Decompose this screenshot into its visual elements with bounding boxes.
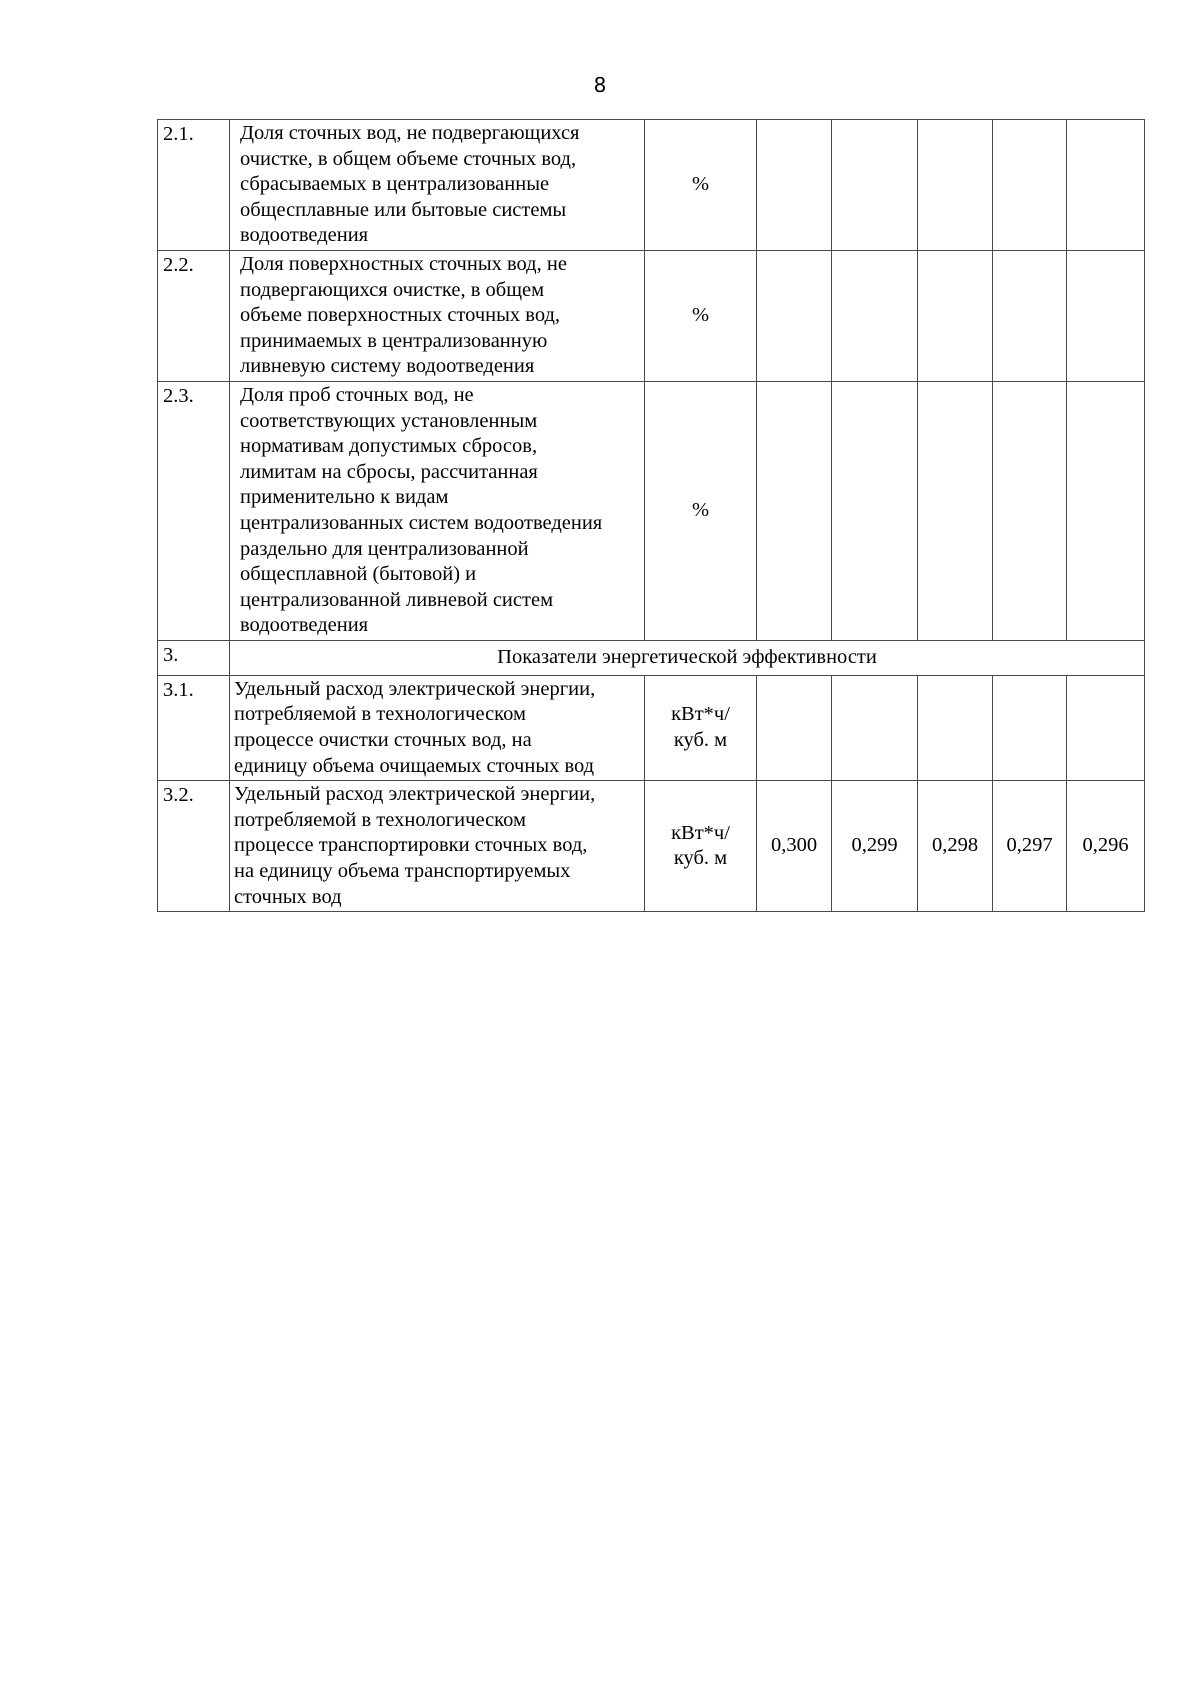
description-line: объеме поверхностных сточных вод, xyxy=(240,304,561,327)
value-cell xyxy=(757,675,832,780)
description-line: очистке, в общем объеме сточных вод, xyxy=(240,147,577,170)
page-number: 8 xyxy=(593,73,607,97)
value-cell: 0,296 xyxy=(1067,781,1145,912)
value-cell xyxy=(993,675,1067,780)
value-cell xyxy=(1067,675,1145,780)
description-line: сбрасываемых в централизованные xyxy=(240,173,550,196)
description-line: принимаемых в централизованную xyxy=(240,329,548,352)
indicators-table xyxy=(157,119,1145,912)
description-line: централизованных систем водоотведения xyxy=(240,511,603,534)
table-row xyxy=(158,381,1145,640)
description-line: подвергающихся очистке, в общем xyxy=(240,278,545,301)
unit-cell xyxy=(645,781,757,912)
description-line: соответствующих установленным xyxy=(240,409,538,432)
description-line: сточных вод xyxy=(234,885,342,908)
description-line: применительно к видам xyxy=(240,486,449,509)
description-line: потребляемой в технологическом xyxy=(234,808,526,831)
value-cell xyxy=(1067,381,1145,640)
value-cell xyxy=(832,120,918,251)
indicator-description xyxy=(230,781,645,912)
indicator-description xyxy=(230,675,645,780)
section-title: Показатели энергетической эффективности xyxy=(230,640,1145,675)
unit-cell: % xyxy=(645,120,757,251)
table-row xyxy=(158,120,1145,251)
description-line: Удельный расход электрической энергии, xyxy=(234,677,596,700)
value-cell xyxy=(832,381,918,640)
description-line: процессе транспортировки сточных вод, xyxy=(234,834,588,857)
description-line: водоотведения xyxy=(240,224,369,247)
value-cell xyxy=(993,250,1067,381)
description-line: единицу объема очищаемых сточных вод xyxy=(234,754,595,777)
row-number: 2.2. xyxy=(158,250,230,381)
row-number: 2.1. xyxy=(158,120,230,251)
indicator-description xyxy=(230,250,645,381)
value-cell: 0,300 xyxy=(757,781,832,912)
value-cell xyxy=(757,120,832,251)
value-cell xyxy=(993,381,1067,640)
row-number: 3.2. xyxy=(158,781,230,912)
table-row xyxy=(158,250,1145,381)
value-cell xyxy=(757,250,832,381)
description-line: на единицу объема транспортируемых xyxy=(234,860,571,883)
section-header-row xyxy=(158,640,1145,675)
unit-cell: % xyxy=(645,250,757,381)
description-line: централизованной ливневой систем xyxy=(240,588,554,611)
value-cell xyxy=(918,381,993,640)
description-line: нормативам допустимых сбросов, xyxy=(240,435,538,458)
value-cell: 0,297 xyxy=(993,781,1067,912)
value-cell xyxy=(918,250,993,381)
description-line: Доля проб сточных вод, не xyxy=(240,383,474,406)
description-line: водоотведения xyxy=(240,614,369,637)
description-line: раздельно для централизованной xyxy=(240,537,529,560)
unit-cell xyxy=(645,675,757,780)
value-cell xyxy=(918,120,993,251)
value-cell: 0,298 xyxy=(918,781,993,912)
description-line: Доля поверхностных сточных вод, не xyxy=(240,252,567,275)
unit-line: кВт*ч/ xyxy=(671,821,730,844)
section-number: 3. xyxy=(158,640,230,675)
table-row xyxy=(158,781,1145,912)
value-cell xyxy=(918,675,993,780)
indicator-description xyxy=(230,381,645,640)
value-cell xyxy=(1067,250,1145,381)
unit-line: кВт*ч/ xyxy=(671,703,730,726)
unit-cell: % xyxy=(645,381,757,640)
value-cell xyxy=(1067,120,1145,251)
description-line: процессе очистки сточных вод, на xyxy=(234,729,532,752)
value-cell xyxy=(832,250,918,381)
value-cell xyxy=(832,675,918,780)
description-line: потребляемой в технологическом xyxy=(234,703,526,726)
description-line: ливневую систему водоотведения xyxy=(240,355,535,378)
table-row xyxy=(158,675,1145,780)
description-line: Доля сточных вод, не подвергающихся xyxy=(240,122,580,144)
row-number: 3.1. xyxy=(158,675,230,780)
description-line: лимитам на сбросы, рассчитанная xyxy=(240,460,538,483)
indicator-description xyxy=(230,120,645,251)
row-number: 2.3. xyxy=(158,381,230,640)
description-line: Удельный расход электрической энергии, xyxy=(234,783,596,806)
description-line: общесплавной (бытовой) и xyxy=(240,563,477,586)
unit-line: куб. м xyxy=(673,847,728,870)
value-cell: 0,299 xyxy=(832,781,918,912)
unit-line: куб. м xyxy=(673,729,728,752)
description-line: общесплавные или бытовые системы xyxy=(240,198,567,221)
value-cell xyxy=(757,381,832,640)
value-cell xyxy=(993,120,1067,251)
